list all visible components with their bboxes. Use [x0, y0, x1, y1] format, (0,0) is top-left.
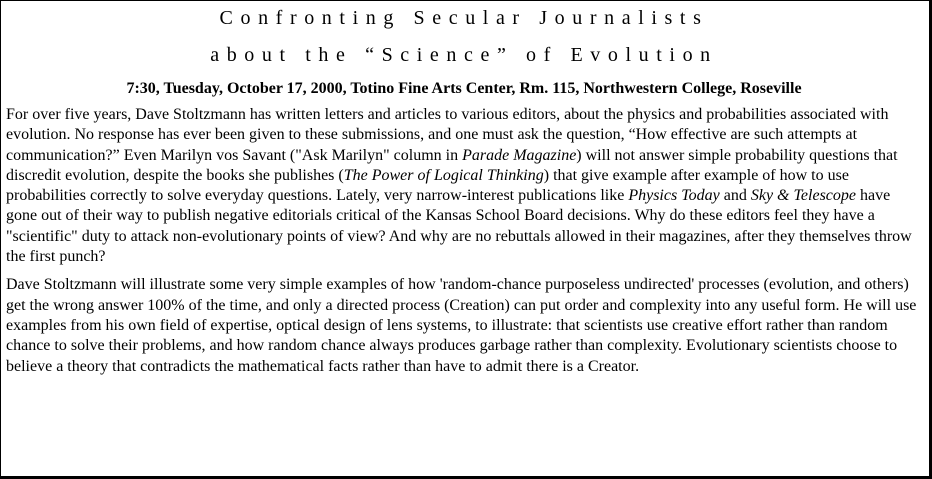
title-line-2: about the “Science” of Evolution	[210, 44, 718, 66]
paragraph-1	[6, 105, 922, 267]
paragraph-1-text-3: ) that give example after example of how to use probabilities correctly to solve everyday questions. Lately, very narrow-interest publications like	[6, 166, 849, 205]
parade-magazine-title: Parade Magazine	[462, 146, 577, 164]
sky-telescope-title: Sky & Telescope	[750, 187, 856, 205]
paragraph-1-text-4: and	[719, 187, 751, 205]
book-title: The Power of Logical Thinking	[343, 166, 544, 184]
paragraph-2: Dave Stoltzmann will illustrate some very simple examples of how 'random-chance purposeless undirected' processes (evolution, and others) get the wrong answer 100% of the time, and only a directed process (Creation) can put order and complexity into any useful form. He will use examples from his own field of expertise, optical design of lens systems, to illustrate: that scientists use creative effort rather than random chance to solve their problems, and how random chance always produces garbage rather than complexity. Evolutionary scientists choose to believe a theory that contradicts the mathematical facts rather than have to admit there is a Creator.	[6, 276, 917, 375]
paragraph-1-text-1: For over five years, Dave Stoltzmann has written letters and articles to various editors, about the physics and probabilities associated with evolution. No response has ever been given to these submissions, and one must ask the question, “How effective are such attempts at communication?” Even Marilyn vos Savant ("Ask Marilyn" column in	[6, 106, 889, 164]
paragraph-1-text-2: ) will not answer simple probability questions that discredit evolution, despite the books she publishes (	[6, 146, 898, 184]
event-info: 7:30, Tuesday, October 17, 2000, Totino Fine Arts Center, Rm. 115, Northwestern College, Roseville	[126, 80, 802, 97]
physics-today-title: Physics Today	[628, 187, 720, 205]
title-line-1: Confronting Secular Journalists	[219, 7, 709, 29]
paragraph-1-text-5: have gone out of their way to publish negative editorials critical of the Kansas School Board decisions. Why do these editors feel they have a "scientific" duty to attack non-evolutionary points of view? And why are no rebuttals allowed in their magazines, after they themselves throw the first punch?	[6, 187, 912, 266]
